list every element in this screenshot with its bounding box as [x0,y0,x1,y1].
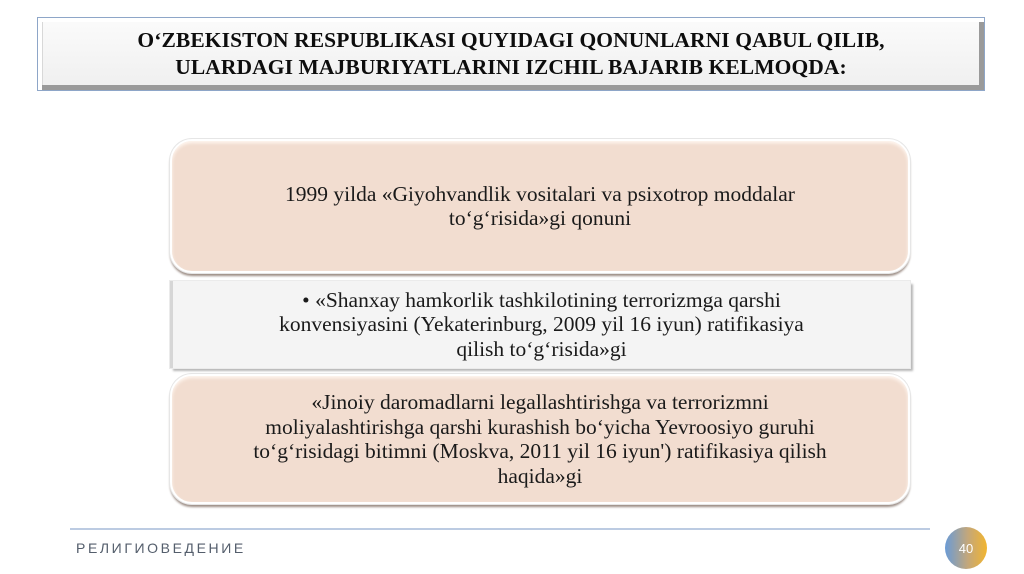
slide-title-line-1: O‘ZBEKISTON RESPUBLIKASI QUYIDAGI QONUNLARNI QABUL QILIB, [137,28,885,52]
footer-divider [70,528,930,530]
item-text-line: to‘g‘risidagi bitimni (Moskva, 2011 yil 16 iyun') ratifikasiya qilish [253,439,827,463]
item-text-line: qilish to‘g‘risida»gi [456,336,627,361]
slide-title-line-2: ULARDAGI MAJBURIYATLARINI IZCHIL BAJARIB KELMOQDA: [175,55,847,79]
item-text-line: «Jinoiy daromadlarni legallashtirishga va terrorizmni [311,390,769,414]
footer-course-label: РЕЛИГИОВЕДЕНИЕ [76,540,246,556]
item-text-line: haqida»gi [497,463,583,488]
item-text-line: • «Shanxay hamkorlik tashkilotining terrorizmga qarshi [302,287,781,312]
item-text-line: to‘g‘risida»gi qonuni [448,206,632,230]
item-text-line: 1999 yilda «Giyohvandlik vositalari va psixotrop moddalar [285,181,795,206]
law-item-shanghai-convention [170,281,910,368]
item-text-line: konvensiyasini (Yekaterinburg, 2009 yil 16 iyun) ratifikasiya [279,312,804,337]
item-text-line: moliyalashtirishga qarshi kurashish bo‘yicha Yevroosiyo guruhi [265,414,815,439]
law-item-narcotics [170,139,910,273]
law-item-eurasian-group [170,374,910,504]
slide-title-box [37,17,985,91]
page-number-badge: 40 [945,527,987,569]
